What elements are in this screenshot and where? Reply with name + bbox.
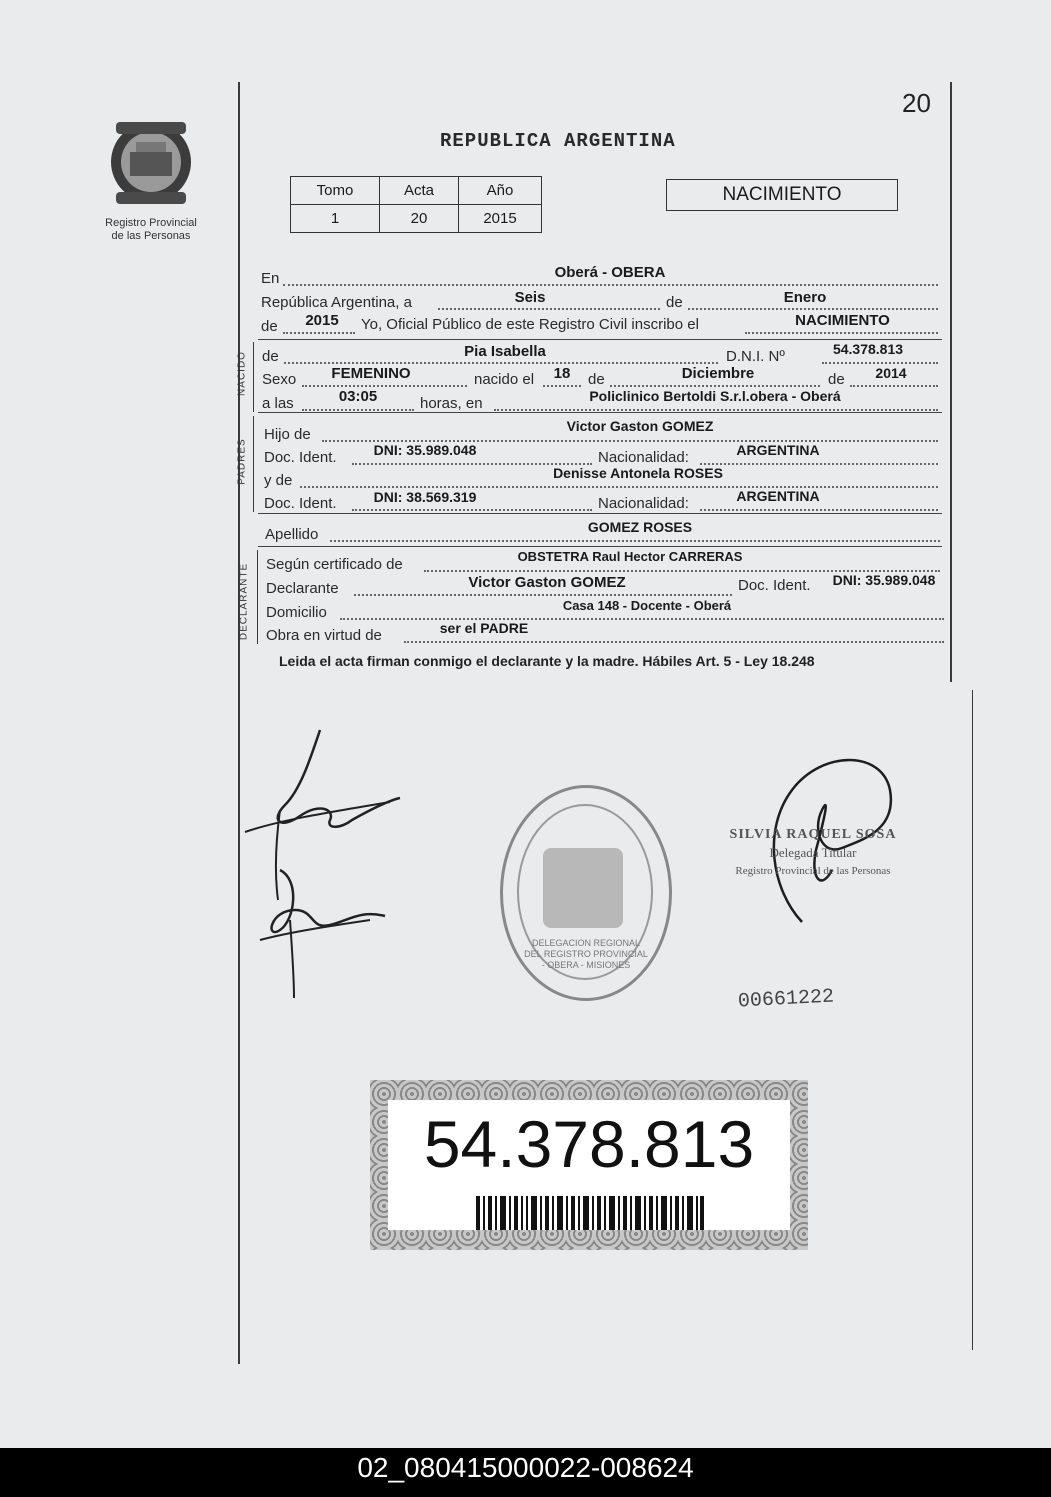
official-name: SILVIA RAQUEL SOSA [729, 827, 897, 842]
page-number: 20 [902, 88, 931, 118]
place-value: Oberá - OBERA [554, 264, 666, 281]
domicilio-value: Casa 148 - Docente - Oberá [562, 598, 732, 613]
barcode-icon [476, 1196, 704, 1230]
cert-value: OBSTETRA Raul Hector CARRERAS [517, 549, 743, 564]
dni-label: D.N.I. Nº [726, 348, 785, 365]
place-label: En [261, 270, 280, 287]
obra-value: ser el PADRE [439, 620, 529, 636]
declarant-signature [240, 720, 410, 1010]
logo [96, 116, 206, 243]
month-value: Enero [783, 289, 827, 306]
logo-caption-2: de las Personas [111, 230, 191, 242]
apellido-value: GOMEZ ROSES [587, 519, 693, 535]
birth-de-label-a: de [588, 371, 605, 388]
apellido-label: Apellido [265, 526, 319, 543]
birth-de-label-b: de [828, 371, 845, 388]
scan-identifier: 02_080415000022-008624 [0, 1448, 1051, 1497]
mother-name: Denisse Antonela ROSES [553, 465, 723, 481]
registry-text: Yo, Oficial Público de este Registro Civil inscribo el [361, 316, 699, 333]
horas-label: horas, en [420, 395, 483, 412]
mother-doc-label: Doc. Ident. [264, 495, 337, 512]
value-acta: 20 [380, 205, 459, 233]
seal-text: DELEGACION REGIONAL DEL REGISTRO PROVINCIAL - OBERA - MISIONES [524, 938, 648, 970]
section-nacido: NACIDO [236, 351, 248, 396]
hora-value: 03:05 [338, 388, 378, 405]
declarante-name: Victor Gaston GOMEZ [468, 574, 626, 591]
sexo-label: Sexo [262, 371, 297, 388]
declarante-doc-label: Doc. Ident. [738, 577, 811, 594]
barcode-label [370, 1080, 808, 1250]
header-anio: Año [459, 177, 542, 205]
declarante-doc: DNI: 35.989.048 [832, 572, 936, 588]
mother-nationality: ARGENTINA [736, 488, 820, 504]
cert-label: Según certificado de [266, 556, 403, 573]
de-label-2: de [261, 318, 278, 335]
hora-label: a las [262, 395, 294, 412]
nacido-el-label: nacido el [474, 371, 535, 388]
act-value: NACIMIENTO [795, 312, 890, 329]
section-padres: PADRES [236, 438, 248, 485]
value-anio: 2015 [459, 205, 542, 233]
mother-label: y de [264, 472, 293, 489]
registry-table [290, 176, 542, 233]
day-value: Seis [514, 289, 546, 306]
barcode-number: 54.378.813 [423, 1107, 755, 1181]
document-title: REPUBLICA ARGENTINA [440, 130, 676, 152]
official-role: Delegada Titular [769, 845, 857, 860]
mother-doc: DNI: 38.569.319 [373, 489, 477, 505]
hijo-label: Hijo de [264, 426, 311, 443]
closing-statement: Leida el acta firman conmigo el declarante y la madre. Hábiles Art. 5 - Ley 18.248 [279, 653, 815, 669]
sexo-value: FEMENINO [331, 365, 411, 382]
father-doc: DNI: 35.989.048 [373, 442, 477, 458]
mother-nat-label: Nacionalidad: [598, 495, 689, 512]
section-declarante: DECLARANTE [238, 562, 250, 641]
round-seal [500, 785, 672, 1001]
official-stamp [708, 826, 918, 880]
birth-place: Policlinico Bertoldi S.r.l.obera - Oberá [589, 388, 841, 404]
child-dni: 54.378.813 [832, 341, 904, 357]
header-tomo: Tomo [291, 177, 380, 205]
father-nat-label: Nacionalidad: [598, 449, 689, 466]
official-registry: Registro Provincial de las Personas [735, 865, 891, 877]
birth-day: 18 [553, 365, 571, 382]
right-margin-line [950, 82, 952, 682]
father-name: Victor Gaston GOMEZ [566, 418, 714, 434]
domicilio-label: Domicilio [266, 604, 327, 621]
obra-label: Obra en virtud de [266, 627, 382, 644]
right-margin-line-lower [972, 690, 973, 1350]
declarante-label: Declarante [266, 580, 339, 597]
father-nationality: ARGENTINA [736, 442, 820, 458]
shield-emblem-icon [96, 116, 206, 212]
birth-year: 2014 [875, 365, 907, 381]
value-tomo: 1 [291, 205, 380, 233]
date-label: República Argentina, a [261, 294, 412, 311]
year-value: 2015 [305, 312, 339, 329]
logo-caption-1: Registro Provincial [105, 217, 197, 229]
birth-month: Diciembre [681, 365, 755, 382]
serial-number: 00661222 [737, 985, 835, 1014]
header-acta: Acta [380, 177, 459, 205]
de-label-1: de [666, 294, 683, 311]
father-doc-label: Doc. Ident. [264, 449, 337, 466]
act-type-box: NACIMIENTO [666, 179, 898, 211]
child-name: Pia Isabella [464, 343, 546, 360]
nacido-de-label: de [262, 348, 279, 365]
